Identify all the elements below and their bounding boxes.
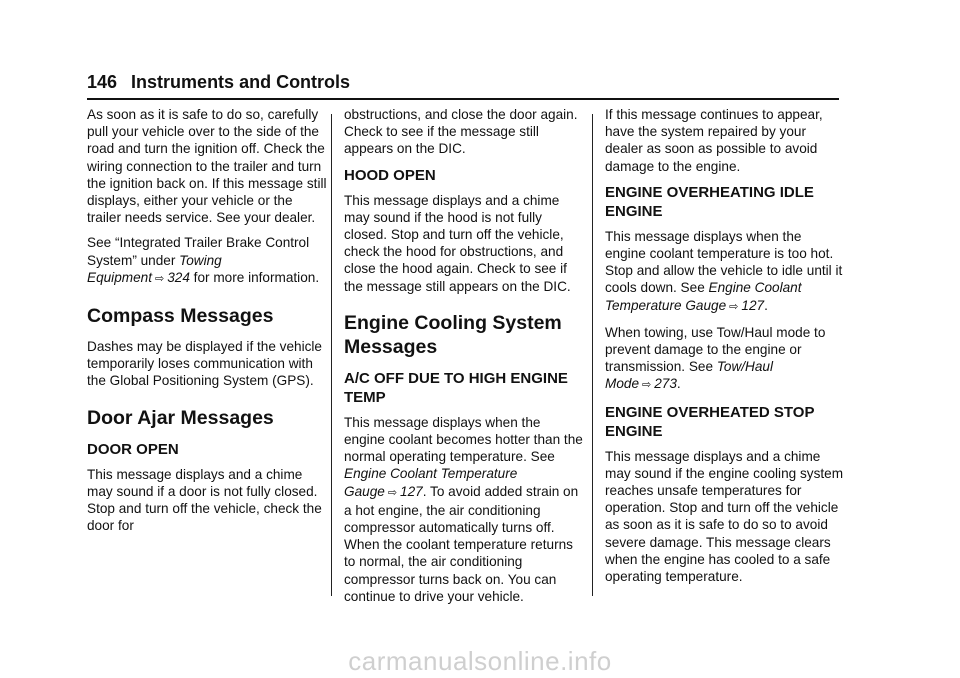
column-2 xyxy=(344,106,584,613)
paragraph: This message displays and a chime may sound if a door is not fully closed. Stop and turn off the vehicle, check the door for xyxy=(87,466,322,534)
page-number: 146 xyxy=(87,72,118,92)
heading-door-ajar-messages: Door Ajar Messages xyxy=(87,406,274,429)
page-ref[interactable]: 273 xyxy=(654,376,677,392)
paragraph: obstructions, and close the door again. Check to see if the message still appears on the DIC. xyxy=(344,107,578,157)
page-header xyxy=(87,70,839,94)
heading-compass-messages: Compass Messages xyxy=(87,305,274,328)
paragraph-idle xyxy=(605,228,845,316)
text: . xyxy=(764,297,768,313)
paragraph-tow-haul xyxy=(605,324,845,395)
link-engine-coolant-temperature-gauge[interactable]: Engine Coolant Temperature Gauge xyxy=(605,280,802,313)
text: When towing, use Tow/Haul mode to prevent damage to the engine or transmission. See xyxy=(605,324,826,375)
paragraph: This message displays and a chime may sound if the hood is not fully closed. Stop and turn off the vehicle, check the hood for obstructions, and close the hood again. Check to see if the message still appears on the DIC. xyxy=(344,192,571,294)
paragraph: Dashes may be displayed if the vehicle temporarily loses communication with the Global Positioning System (GPS). xyxy=(87,339,322,389)
subheading-hood-open: HOOD OPEN xyxy=(344,166,436,184)
subheading-ac-off: A/C OFF DUE TO HIGH ENGINE TEMP xyxy=(344,369,568,406)
column-divider-1 xyxy=(331,114,332,596)
link-engine-coolant-temperature-gauge[interactable]: Engine Coolant Temperature Gauge xyxy=(344,466,518,499)
header-rule xyxy=(87,98,839,100)
paragraph: If this message continues to appear, have the system repaired by your dealer as soon as possible to avoid damage to the engine. xyxy=(605,107,823,174)
page-ref-arrow-icon: ⇨ xyxy=(729,300,739,313)
paragraph: As soon as it is safe to do so, carefully pull your vehicle over to the side of the road and turn the ignition off. Check the wiring connection to the trailer and turn the ignition back on. If this message still displays, either your vehicle or the trailer needs service. See your dealer. xyxy=(87,107,327,226)
page-ref-arrow-icon: ⇨ xyxy=(155,272,165,285)
subheading-engine-overheated-stop: ENGINE OVERHEATED STOP ENGINE xyxy=(605,403,815,440)
watermark: carmanualsonline.info xyxy=(348,646,612,676)
page-ref[interactable]: 127 xyxy=(400,483,423,499)
column-3 xyxy=(605,106,845,593)
paragraph: This message displays and a chime may sound if the engine cooling system reaches unsafe temperatures for operation. Stop and turn off the vehicle as soon as it is safe to do so to avoid severe damage. This message clears when the engine has cooled to a safe operating temperature. xyxy=(605,448,844,585)
paragraph-ac-off xyxy=(344,414,584,605)
heading-engine-cooling-system-messages: Engine Cooling System Messages xyxy=(344,311,562,358)
column-1 xyxy=(87,106,327,542)
text: . To avoid added strain on a hot engine, the air conditioning compressor automatically turns off. When the coolant temperature returns to normal, the air conditioning compressor turns back on. You can continue to drive your vehicle. xyxy=(344,483,579,604)
page-ref[interactable]: 127 xyxy=(741,297,765,313)
link-towing-equipment[interactable]: Towing Equipment xyxy=(87,252,222,285)
paragraph-see-trailer-brake xyxy=(87,234,327,288)
page-ref-arrow-icon: ⇨ xyxy=(642,379,652,392)
text: for more information. xyxy=(189,269,320,285)
subheading-engine-overheating-idle: ENGINE OVERHEATING IDLE ENGINE xyxy=(605,183,814,220)
link-tow-haul-mode[interactable]: Tow/Haul Mode xyxy=(605,359,773,392)
text: See “Integrated Trailer Brake Control System” under xyxy=(87,235,310,268)
section-title: Instruments and Controls xyxy=(131,72,351,92)
text: . xyxy=(676,376,681,392)
page-ref-arrow-icon: ⇨ xyxy=(387,486,398,499)
column-divider-2 xyxy=(592,114,593,596)
text: This message displays when the engine coolant temperature is too hot. Stop and allow the vehicle to idle until it cools down. See xyxy=(605,228,843,296)
text: This message displays when the engine coolant becomes hotter than the normal operating temperature. See xyxy=(344,414,583,465)
subheading-door-open: DOOR OPEN xyxy=(87,440,179,458)
page-ref[interactable]: 324 xyxy=(167,269,190,285)
